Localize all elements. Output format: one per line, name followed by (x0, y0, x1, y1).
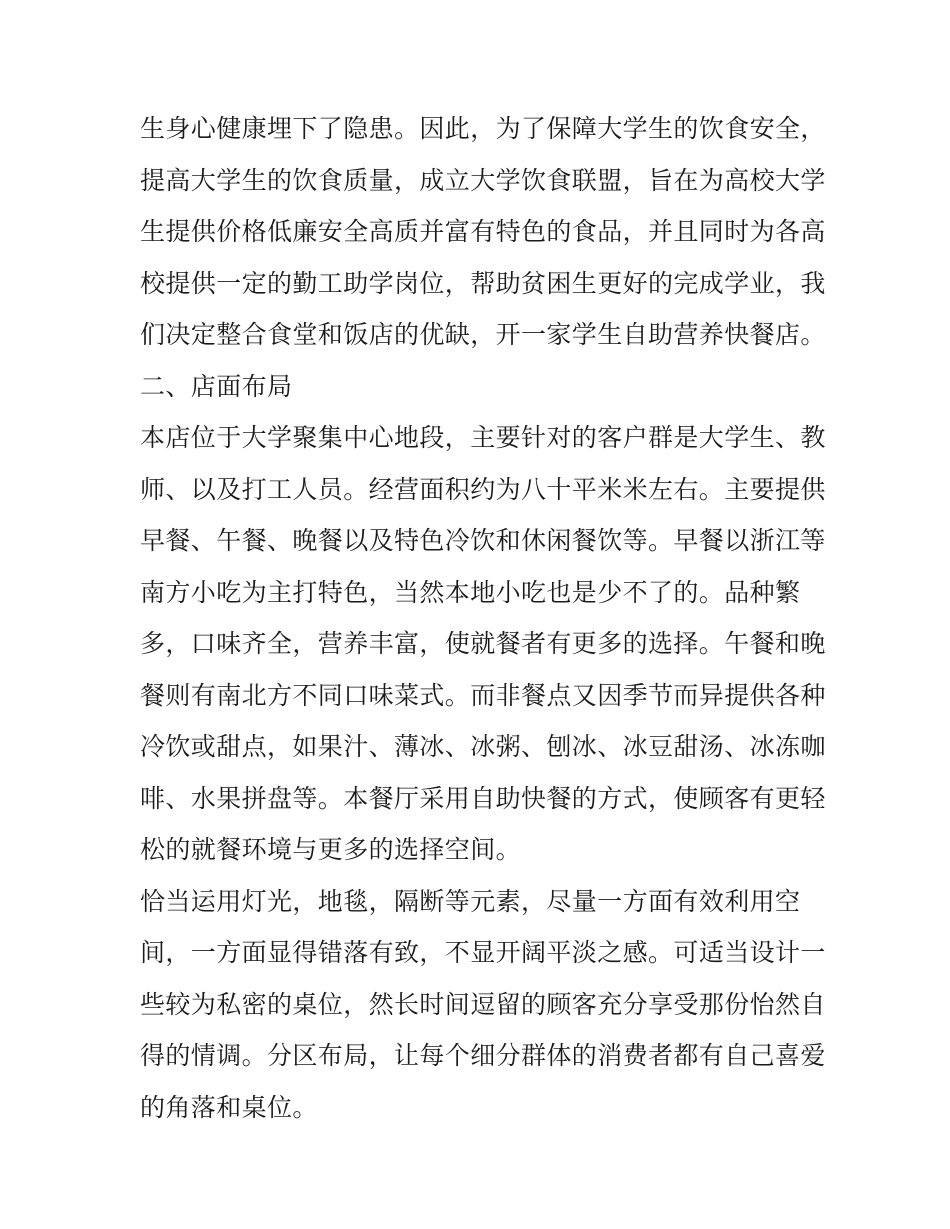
text-line: 松的就餐环境与更多的选择空间。 (140, 835, 522, 864)
text-line: 生提供价格低廉安全高质并富有特色的食品，并且同时为各高 (140, 217, 826, 246)
text-line: 冷饮或甜点，如果汁、薄冰、冰粥、刨冰、冰豆甜汤、冰冻咖 (140, 732, 826, 761)
text-line: 们决定整合食堂和饭店的优缺，开一家学生自助营养快餐店。 (140, 320, 826, 349)
text-line: 恰当运用灯光，地毯，隔断等元素，尽量一方面有效利用空 (140, 886, 801, 916)
text-line: 些较为私密的桌位，然长时间逗留的顾客充分享受那份怡然自 (140, 989, 826, 1019)
text-line: 的角落和桌位。 (140, 1092, 318, 1122)
text-line: 早餐、午餐、晚餐以及特色冷饮和休闲餐饮等。早餐以浙江等 (140, 526, 826, 555)
text-line: 得的情调。分区布局，让每个细分群体的消费者都有自己喜爱 (140, 1041, 826, 1070)
text-line: 校提供一定的勤工助学岗位，帮助贫困生更好的完成学业，我 (140, 268, 826, 298)
text-line: 啡、水果拼盘等。本餐厅采用自助快餐的方式，使顾客有更轻 (140, 783, 826, 813)
text-line: 多，口味齐全，营养丰富，使就餐者有更多的选择。午餐和晚 (140, 629, 826, 658)
text-line: 南方小吃为主打特色，当然本地小吃也是少不了的。品种繁 (140, 577, 801, 607)
body-text (140, 103, 826, 1133)
text-line: 提高大学生的饮食质量，成立大学饮食联盟，旨在为高校大学 (140, 165, 826, 195)
text-line: 生身心健康埋下了隐患。因此，为了保障大学生的饮食安全， (140, 114, 826, 143)
text-line: 间，一方面显得错落有致，不显开阔平淡之感。可适当设计一 (140, 938, 826, 967)
text-line: 师、以及打工人员。经营面积约为八十平米米左右。主要提供 (140, 474, 826, 504)
text-line: 本店位于大学聚集中心地段，主要针对的客户群是大学生、教 (140, 423, 826, 452)
section-heading: 二、店面布局 (140, 371, 293, 401)
text-line: 餐则有南北方不同口味菜式。而非餐点又因季节而异提供各种 (140, 680, 826, 710)
